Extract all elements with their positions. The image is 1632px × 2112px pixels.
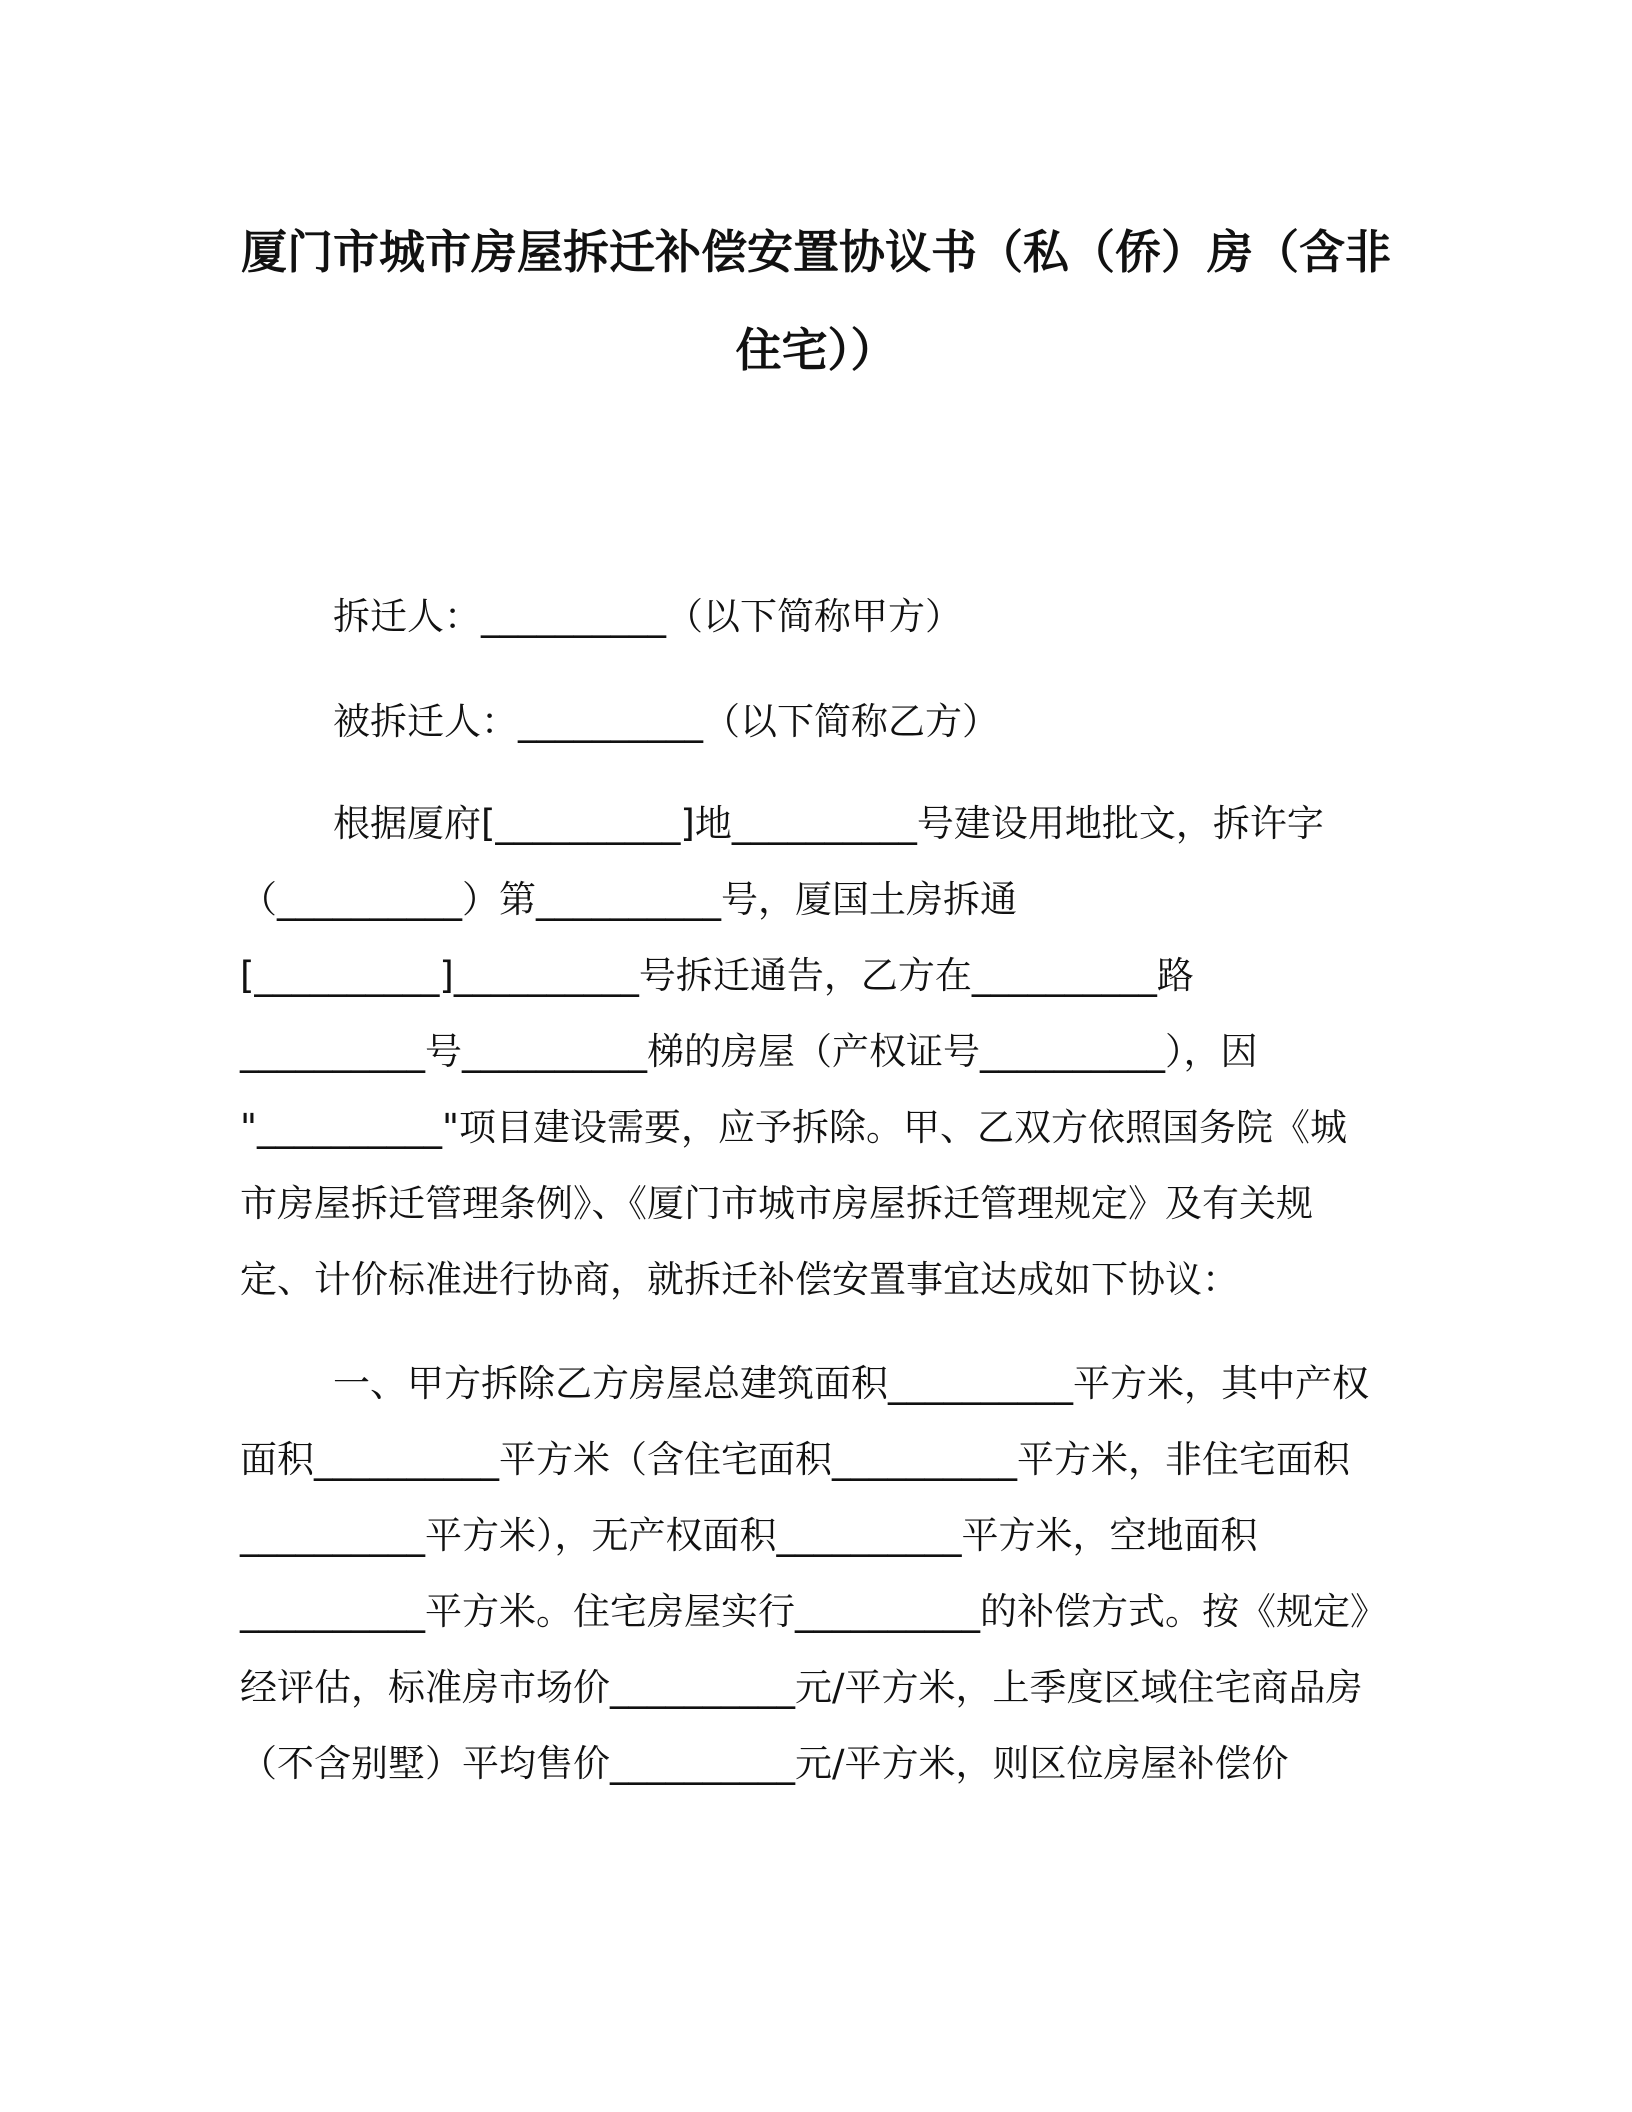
document-title-line-1: 厦门市城市房屋拆迁补偿安置协议书（私（侨）房（含非 [241,225,1391,279]
body-line: __________号__________梯的房屋（产权证号__________），因 [240,1030,1258,1073]
body-line: 一、甲方拆除乙方房屋总建筑面积__________平方米，其中产权 [333,1362,1369,1405]
body-line: 面积__________平方米（含住宅面积__________平方米，非住宅面积 [240,1438,1350,1481]
body-line: 市房屋拆迁管理条例》、《厦门市城市房屋拆迁管理规定》及有关规 [240,1182,1313,1225]
body-line: 经评估，标准房市场价__________元/平方米，上季度区域住宅商品房 [240,1666,1363,1709]
body-line: "__________"项目建设需要，应予拆除。甲、乙双方依照国务院《城 [240,1106,1348,1149]
body-line: （__________）第__________号，厦国土房拆通 [240,878,1017,921]
document-title-line-2: 住宅）） [735,323,897,377]
body-line: __________平方米），无产权面积__________平方米，空地面积 [240,1514,1258,1557]
body-line: （不含别墅）平均售价__________元/平方米，则区位房屋补偿价 [240,1742,1289,1785]
body-line: 定、计价标准进行协商，就拆迁补偿安置事宜达成如下协议： [240,1258,1239,1301]
body-line-demolisher: 拆迁人：__________（以下简称甲方） [333,595,962,638]
body-line: 根据厦府[__________]地__________号建设用地批文，拆许字 [333,802,1324,845]
body-line: __________平方米。住宅房屋实行__________的补偿方式。按《规定》 [240,1590,1387,1633]
body-line-demolished-party: 被拆迁人：__________（以下简称乙方） [333,700,999,743]
body-line: [__________]__________号拆迁通告，乙方在__________路 [240,954,1194,997]
